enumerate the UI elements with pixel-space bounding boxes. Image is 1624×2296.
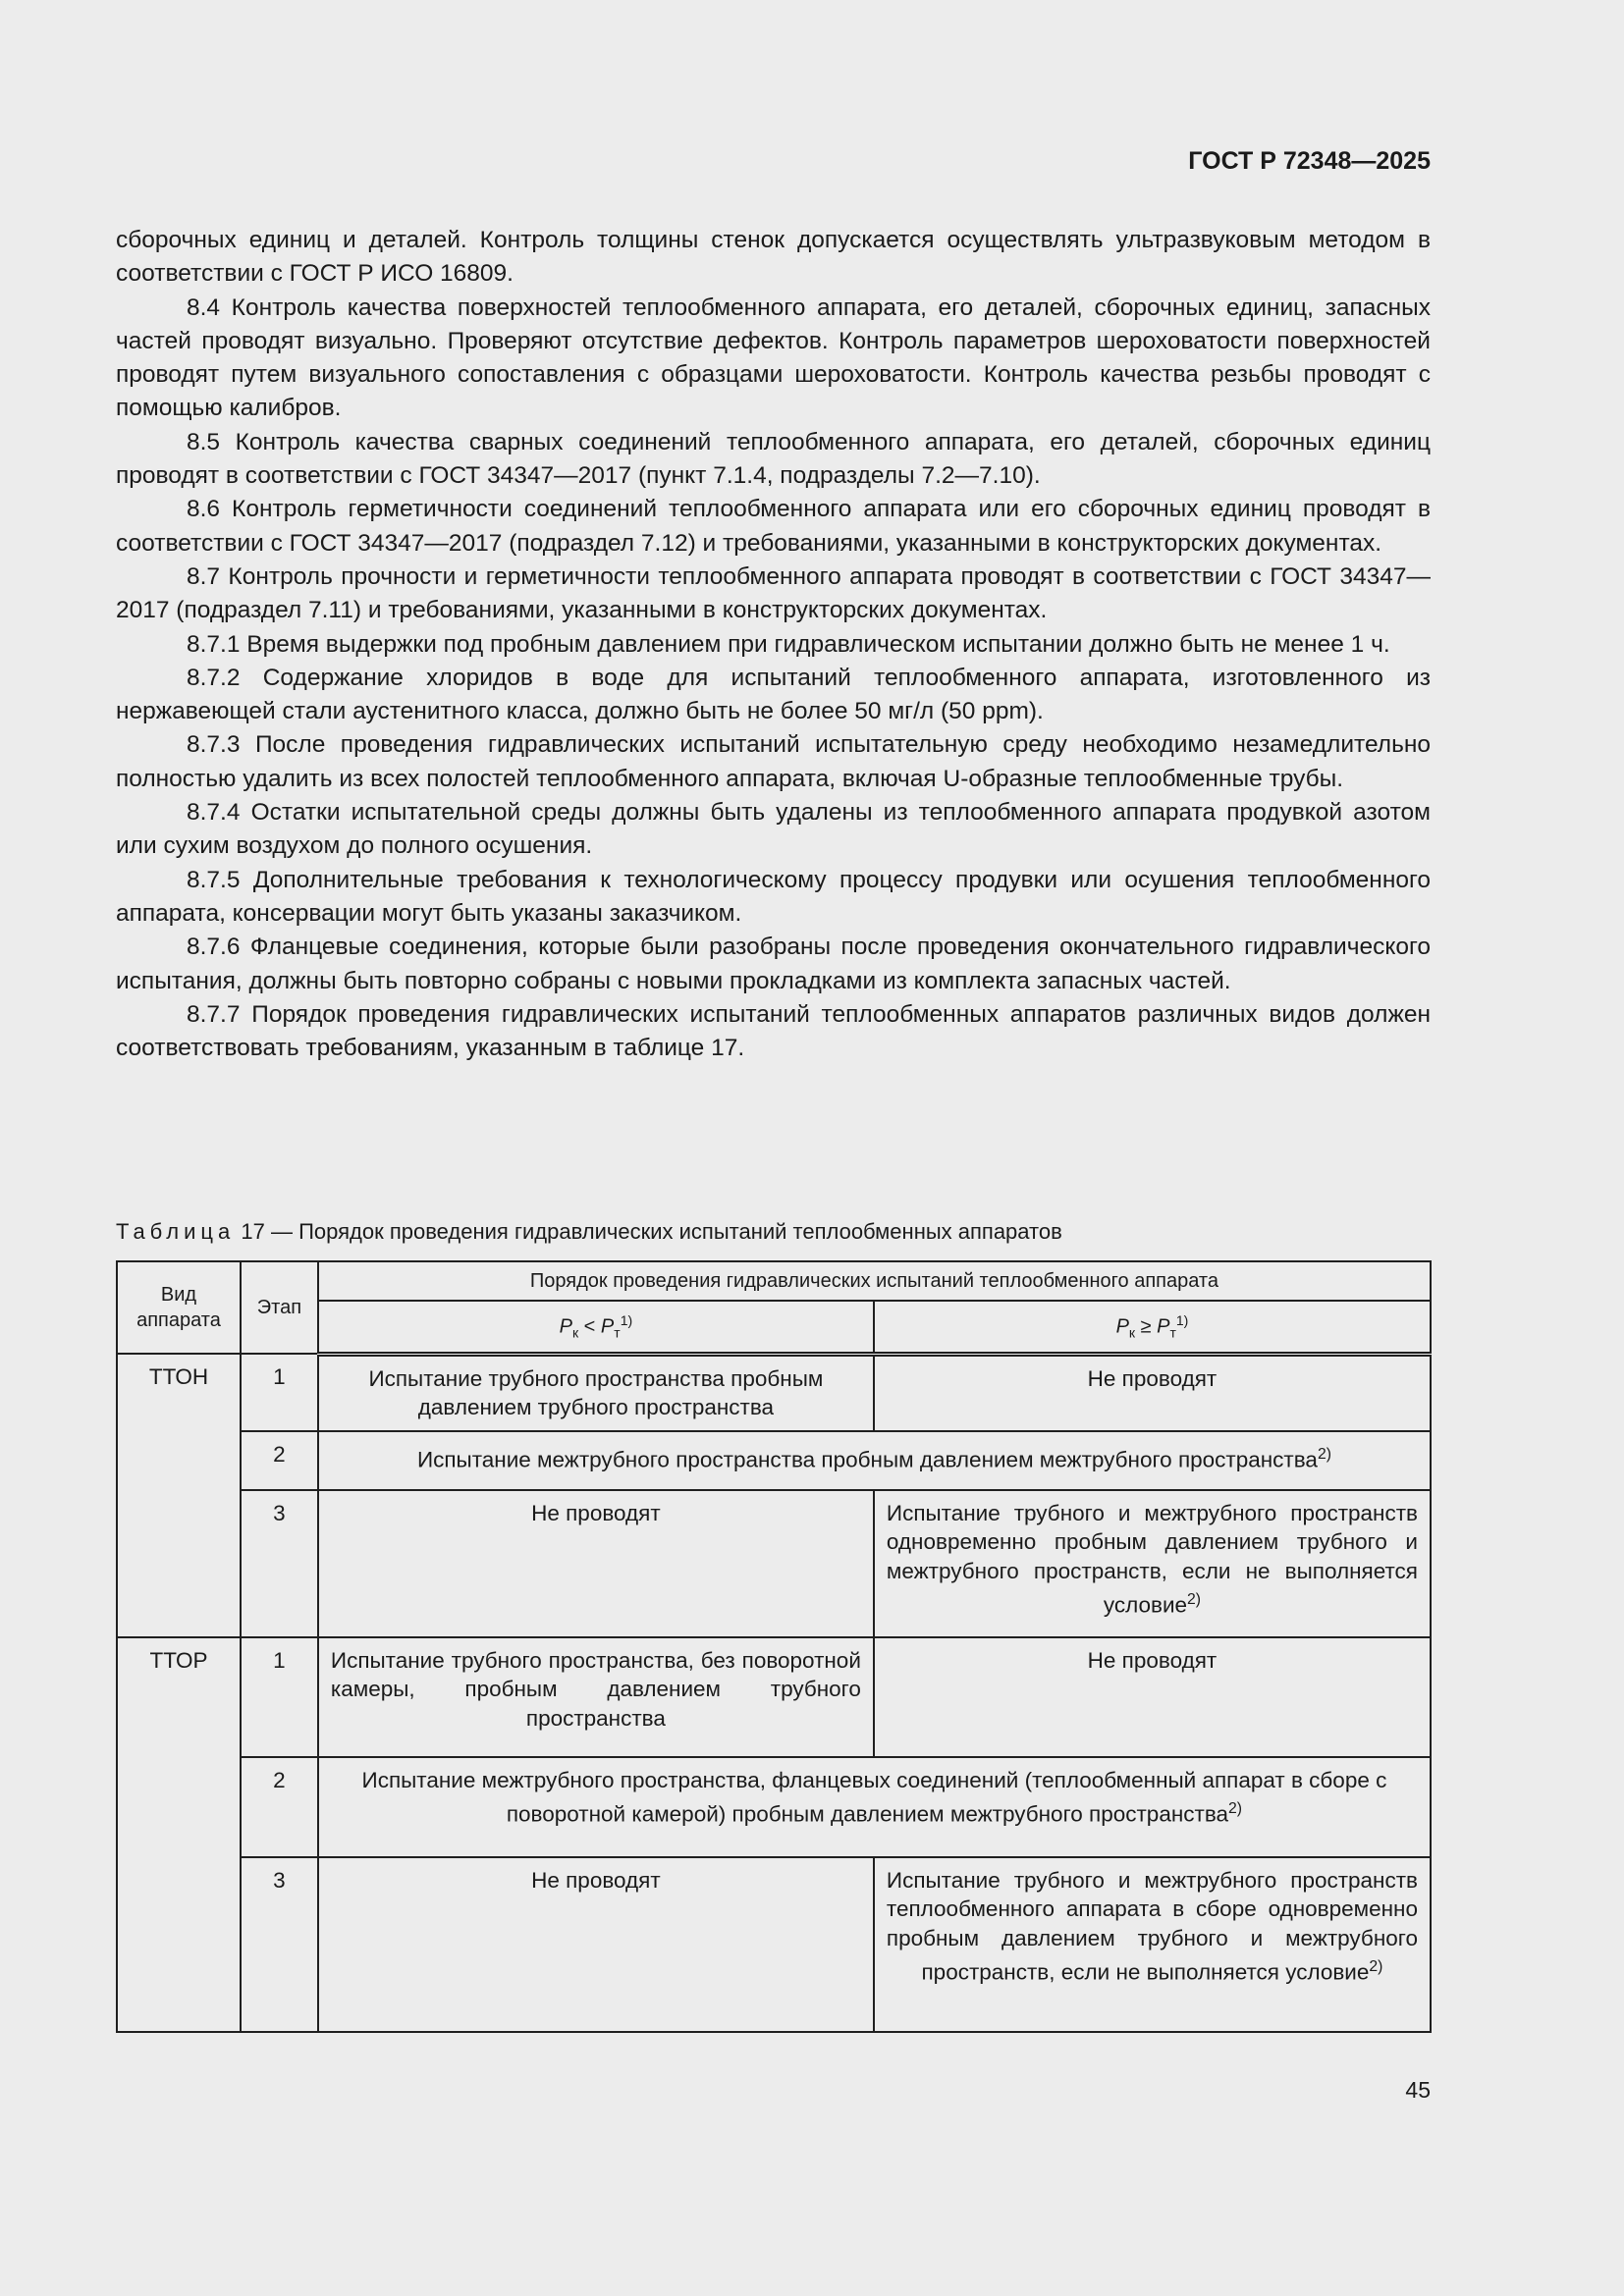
table-caption-title: 17 — Порядок проведения гидравлических испытаний теплообменных аппаратов xyxy=(241,1219,1062,1244)
table-17 xyxy=(116,1260,1432,2033)
cell-stage: 2 xyxy=(241,1757,318,1857)
cell-cond-less: Испытание трубного пространства, без поворотной камеры, пробным давлением трубного пространства xyxy=(318,1637,874,1757)
table-header-row xyxy=(117,1261,1431,1301)
cell-cond-less: Не проводят xyxy=(318,1857,874,2032)
cell-stage: 2 xyxy=(241,1431,318,1490)
table-row xyxy=(117,1354,1431,1431)
cell-stage: 1 xyxy=(241,1354,318,1431)
paragraph: 8.7.4 Остатки испытательной среды должны быть удалены из теплообменного аппарата продувкой азотом или сухим воздухом до полного осушения. xyxy=(116,799,1431,860)
cell-span: Испытание межтрубного пространства пробным давлением межтрубного пространства$^{2)}$ xyxy=(318,1431,1431,1490)
header-type: Вид аппарата xyxy=(117,1261,241,1354)
header-stage: Этап xyxy=(241,1261,318,1354)
cell-stage: 1 xyxy=(241,1637,318,1757)
cell-type: ТТОР xyxy=(117,1637,241,2032)
header-condition-less: $P_к < P_т^{1)}$ xyxy=(318,1301,874,1354)
table-row xyxy=(117,1757,1431,1857)
table-caption xyxy=(116,1219,1062,1245)
paragraph: 8.4 Контроль качества поверхностей теплообменного аппарата, его деталей, сборочных единиц, запасных частей проводят визуально. Проверяют отсутствие дефектов. Контроль параметров шероховатости поверхностей проводят путем визуального сопоставления с образцами шероховатости. Контроль качества резьбы проводят с помощью калибров. xyxy=(116,294,1431,422)
cell-span: Испытание межтрубного пространства, фланцевых соединений (теплообменный аппарат в сборе с поворотной камерой) пробным давлением межтрубного пространства$^{2)}$ xyxy=(318,1757,1431,1857)
page-number: 45 xyxy=(1405,2077,1431,2103)
paragraph: 8.6 Контроль герметичности соединений теплообменного аппарата или его сборочных единиц проводят в соответствии с ГОСТ 34347—2017 (подраздел 7.12) и требованиями, указанными в конструкторских документах. xyxy=(116,496,1431,557)
table-row xyxy=(117,1637,1431,1757)
table-row xyxy=(117,1857,1431,2032)
paragraph: 8.7.3 После проведения гидравлических испытаний испытательную среду необходимо незамедлительно полностью удалить из всех полостей теплообменного аппарата, включая U-образные теплообменные трубы. xyxy=(116,731,1431,792)
table-row xyxy=(117,1490,1431,1637)
table-row xyxy=(117,1431,1431,1490)
paragraph: 8.7.7 Порядок проведения гидравлических испытаний теплообменных аппаратов различных видов должен соответствовать требованиям, указанным в таблице 17. xyxy=(116,1000,1431,1062)
cell-stage: 3 xyxy=(241,1857,318,2032)
paragraph: 8.7.5 Дополнительные требования к технологическому процессу продувки или осушения теплообменного аппарата, консервации могут быть указаны заказчиком. xyxy=(116,866,1431,927)
cell-cond-greater: Испытание трубного и межтрубного пространств одновременно пробным давлением трубного и межтрубного пространств, если не выполняется условие$^{2)}$ xyxy=(874,1490,1431,1637)
cell-cond-less: Испытание трубного пространства пробным давлением трубного пространства xyxy=(318,1354,874,1431)
cell-cond-greater: Не проводят xyxy=(874,1354,1431,1431)
header-condition-greater: $P_к \ge P_т^{1)}$ xyxy=(874,1301,1431,1354)
body-text xyxy=(116,224,1431,1065)
paragraph: сборочных единиц и деталей. Контроль толщины стенок допускается осуществлять ультразвуковым методом в соответствии с ГОСТ Р ИСО 16809. xyxy=(116,227,1431,288)
cell-type: ТТОН xyxy=(117,1354,241,1637)
paragraph: 8.5 Контроль качества сварных соединений теплообменного аппарата, его деталей, сборочных единиц проводят в соответствии с ГОСТ 34347—2017 (пункт 7.1.4, подразделы 7.2—7.10). xyxy=(116,428,1431,490)
header-group: Порядок проведения гидравлических испытаний теплообменного аппарата xyxy=(318,1261,1431,1301)
paragraph: 8.7 Контроль прочности и герметичности теплообменного аппарата проводят в соответствии с ГОСТ 34347—2017 (подраздел 7.11) и требованиями, указанными в конструкторских документах. xyxy=(116,562,1431,624)
cell-cond-less: Не проводят xyxy=(318,1490,874,1637)
document-header: ГОСТ Р 72348—2025 xyxy=(1188,147,1431,175)
paragraph: 8.7.2 Содержание хлоридов в воде для испытаний теплообменного аппарата, изготовленного из нержавеющей стали аустенитного класса, должно быть не более 50 мг/л (50 ppm). xyxy=(116,664,1431,725)
cell-stage: 3 xyxy=(241,1490,318,1637)
table-caption-word: Таблица xyxy=(116,1219,236,1244)
paragraph: 8.7.6 Фланцевые соединения, которые были разобраны после проведения окончательного гидравлического испытания, должны быть повторно собраны с новыми прокладками из комплекта запасных частей. xyxy=(116,934,1431,994)
cell-cond-greater: Испытание трубного и межтрубного пространств теплообменного аппарата в сборе одновременно пробным давлением трубного и межтрубного пространств, если не выполняется условие$^{2)}$ xyxy=(874,1857,1431,2032)
cell-cond-greater: Не проводят xyxy=(874,1637,1431,1757)
paragraph: 8.7.1 Время выдержки под пробным давлением при гидравлическом испытании должно быть не менее 1 ч. xyxy=(187,630,1390,658)
